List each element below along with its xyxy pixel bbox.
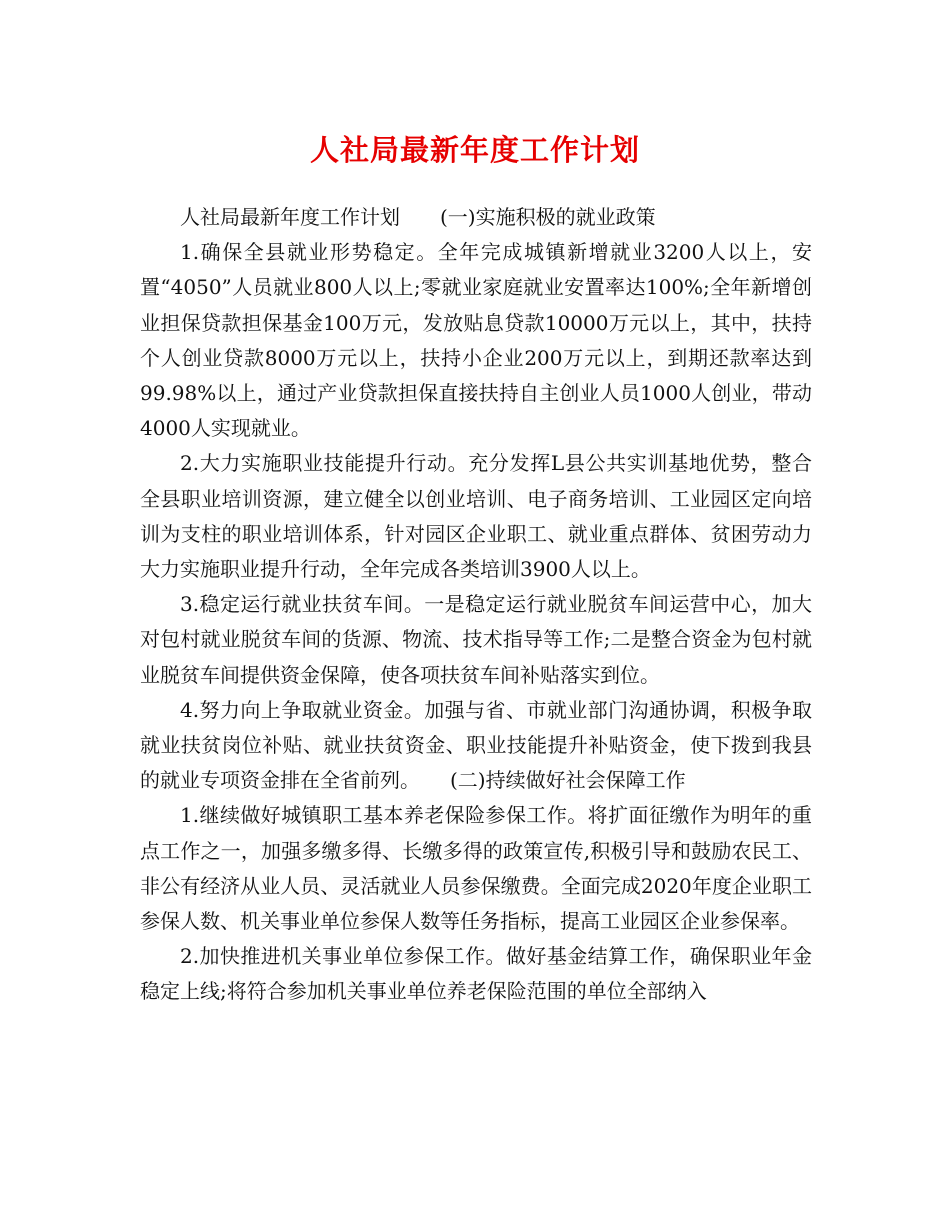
paragraph-institution-insurance: 2.加快推进机关事业单位参保工作。做好基金结算工作，确保职业年金稳定上线;将符合参加机关事业单位养老保险范围的单位全部纳入 xyxy=(140,944,812,1004)
paragraph-employment-funds: 4.努力向上争取就业资金。加强与省、市就业部门沟通协调，积极争取就业扶贫岗位补贴、就业扶贫资金、职业技能提升补贴资金，使下拨到我县的就业专项资金排在全省前列。 (二)持续做好社会保障工作 xyxy=(140,697,812,793)
document-title: 人社局最新年度工作计划 xyxy=(309,133,640,167)
paragraph-skills-training: 2.大力实施职业技能提升行动。充分发挥L县公共实训基地优势，整合全县职业培训资源，建立健全以创业培训、电子商务培训、工业园区定向培训为支柱的职业培训体系，针对园区企业职工、就业重点群体、贫困劳动力大力实施职业提升行动，全年完成各类培训3900人以上。 xyxy=(140,451,812,582)
paragraph-employment-stability: 1.确保全县就业形势稳定。全年完成城镇新增就业3200人以上，安置“4050”人员就业800人以上;零就业家庭就业安置率达100%;全年新增创业担保贷款担保基金100万元，发放贴息贷款10000万元以上，其中，扶持个人创业贷款8000万元以上，扶持小企业200万元以上，到期还款率达到99.98%以上，通过产业贷款担保直接扶持自主创业人员1000人创业，带动4000人实现就业。 xyxy=(140,240,812,441)
paragraph-intro: 人社局最新年度工作计划 (一)实施积极的就业政策 xyxy=(180,205,656,229)
paragraph-pension-insurance: 1.继续做好城镇职工基本养老保险参保工作。将扩面征缴作为明年的重点工作之一，加强多缴多得、长缴多得的政策宣传,积极引导和鼓励农民工、非公有经济从业人员、灵活就业人员参保缴费。全面完成2020年度企业职工参保人数、机关事业单位参保人数等任务指标，提高工业园区企业参保率。 xyxy=(140,803,812,934)
paragraph-poverty-workshops: 3.稳定运行就业扶贫车间。一是稳定运行就业脱贫车间运营中心，加大对包村就业脱贫车间的货源、物流、技术指导等工作;二是整合资金为包村就业脱贫车间提供资金保障，使各项扶贫车间补贴落实到位。 xyxy=(140,592,812,687)
document-body xyxy=(140,200,812,1010)
